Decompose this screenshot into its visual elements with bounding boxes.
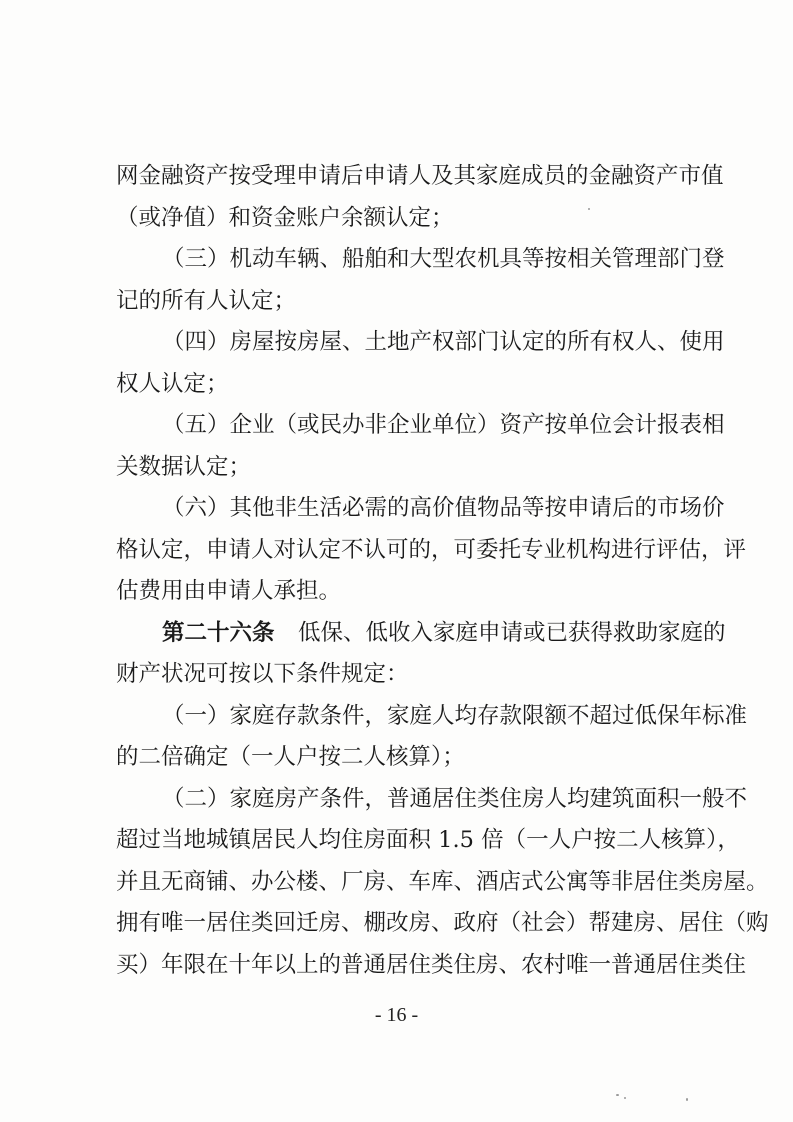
body-line-15	[0, 739, 793, 775]
body-line-text: 关数据认定；	[116, 454, 252, 480]
body-line-1	[0, 158, 793, 194]
body-line-text: 记的所有人认定；	[116, 288, 297, 314]
scan-speck	[588, 208, 590, 210]
body-line-text: 并且无商铺、办公楼、厂房、车库、酒店式公寓等非居住类房屋。	[116, 869, 769, 895]
body-line-text: （三）机动车辆、船舶和大型农机具等按相关管理部门登	[162, 246, 725, 272]
body-line-text: （二）家庭房产条件，普通居住类住房人均建筑面积一般不	[162, 786, 748, 812]
scan-speck	[616, 1094, 619, 1096]
body-line-13	[0, 656, 793, 692]
body-line-text: 财产状况可按以下条件规定：	[116, 661, 409, 687]
body-line-text: 买）年限在十年以上的普通居住类住房、农村唯一普通居住类住	[116, 952, 747, 978]
body-line-5	[0, 324, 793, 360]
body-line-text: 估费用由申请人承担。	[116, 578, 342, 604]
body-line-text: 超过当地城镇居民人均住房面积 1.5 倍（一人户按二人核算），	[116, 827, 740, 853]
body-line-6	[0, 366, 793, 402]
body-line-9	[0, 490, 793, 526]
body-line-4	[0, 283, 793, 319]
body-line-18	[0, 864, 793, 900]
scan-speck	[686, 1098, 688, 1101]
body-line-text: （四）房屋按房屋、土地产权部门认定的所有权人、使用	[162, 329, 725, 355]
body-line-2	[0, 200, 793, 236]
body-line-11	[0, 573, 793, 609]
body-line-3	[0, 241, 793, 277]
body-line-text: （一）家庭存款条件，家庭人均存款限额不超过低保年标准	[162, 703, 748, 729]
body-line-text: 格认定，申请人对认定不认可的，可委托专业机构进行评估，评	[116, 537, 747, 563]
page-number: - 16 -	[374, 1004, 419, 1026]
body-line-text: （五）企业（或民办非企业单位）资产按单位会计报表相	[162, 412, 725, 438]
body-line-20	[0, 947, 793, 983]
article-26-line	[0, 615, 793, 651]
article-heading: 第二十六条	[162, 620, 275, 646]
body-line-10	[0, 532, 793, 568]
body-line-text: （六）其他非生活必需的高价值物品等按申请后的市场价	[162, 495, 725, 521]
body-line-17	[0, 822, 793, 858]
body-line-text: 拥有唯一居住类回迁房、棚改房、政府（社会）帮建房、居住（购	[116, 910, 769, 936]
body-line-19	[0, 905, 793, 941]
scan-speck	[624, 1097, 626, 1099]
body-line-text: 低保、低收入家庭申请或已获得救助家庭的	[298, 620, 726, 646]
body-line-14	[0, 698, 793, 734]
body-line-text: 网金融资产按受理申请后申请人及其家庭成员的金融资产市值	[116, 163, 724, 189]
body-line-text: 权人认定；	[116, 371, 229, 397]
body-line-text: 的二倍确定（一人户按二人核算）；	[116, 744, 465, 770]
body-line-16	[0, 781, 793, 817]
body-line-8	[0, 449, 793, 485]
body-line-7	[0, 407, 793, 443]
body-line-text: （或净值）和资金账户余额认定；	[116, 205, 454, 231]
